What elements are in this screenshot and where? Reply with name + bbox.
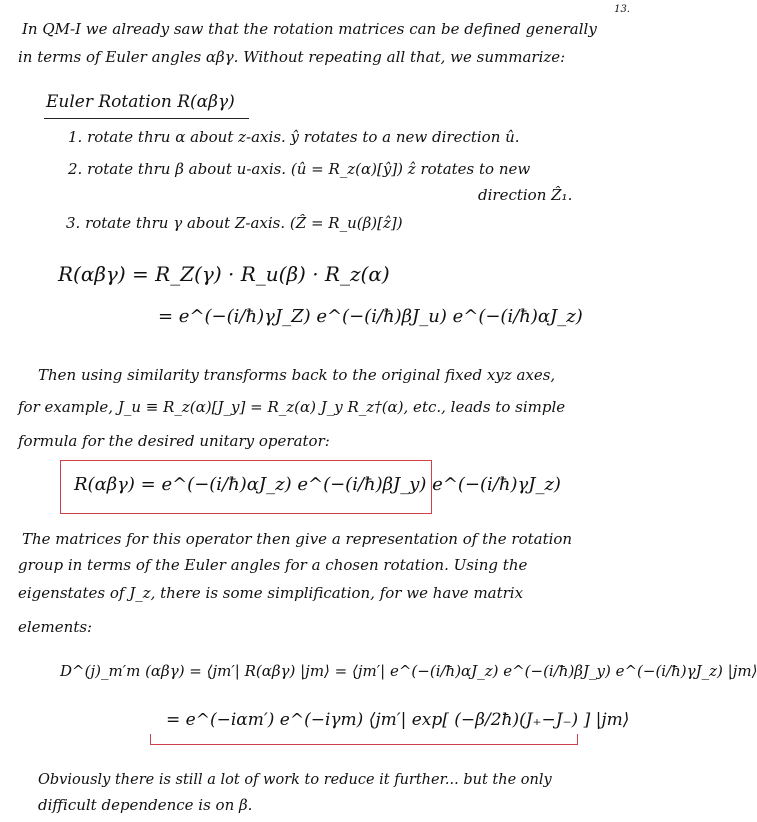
intro-line-1: In QM-I we already saw that the rotation matrices can be defined generally [22, 20, 597, 38]
paragraph-2-line-4: elements: [18, 618, 93, 636]
red-underline-left-tick [150, 734, 151, 744]
step-3: 3. rotate thru γ about Z-axis. (Ẑ = R_u(β)[ẑ]) [66, 214, 403, 232]
rotation-equation-2: = e^(−(i/ħ)γJ_Z) e^(−(i/ħ)βJ_u) e^(−(i/ħ)αJ_z) [158, 306, 583, 327]
paragraph-1-line-2: for example, J_u ≡ R_z(α)[J_y] = R_z(α) J_y R_z†(α), etc., leads to simple [18, 398, 566, 416]
step-2-continued: direction Ẑ₁. [478, 186, 573, 204]
red-underline [150, 744, 578, 745]
paragraph-1-line-1: Then using similarity transforms back to the original fixed xyz axes, [38, 366, 556, 384]
page-number: 13. [614, 4, 630, 15]
d-matrix-equation-2: = e^(−iαm′) e^(−iγm) ⟨jm′| exp[ (−β/2ħ)(J₊−J₋) ] |jm⟩ [166, 710, 630, 730]
boxed-equation: R(αβγ) = e^(−(i/ħ)αJ_z) e^(−(i/ħ)βJ_y) e^(−(i/ħ)γJ_z) [74, 474, 561, 495]
intro-line-2: in terms of Euler angles αβγ. Without repeating all that, we summarize: [18, 48, 566, 66]
step-1: 1. rotate thru α about z-axis. ŷ rotates to a new direction û. [68, 128, 520, 146]
paragraph-2-line-1: The matrices for this operator then give a representation of the rotation [22, 530, 573, 548]
paragraph-1-line-3: formula for the desired unitary operator: [18, 432, 330, 450]
paragraph-2-line-3: eigenstates of J_z, there is some simplification, for we have matrix [18, 584, 524, 602]
step-2: 2. rotate thru β about u-axis. (û = R_z(α)[ŷ]) ẑ rotates to new [68, 160, 531, 178]
heading-underline [44, 118, 249, 119]
section-heading: Euler Rotation R(αβγ) [46, 92, 235, 112]
d-matrix-equation-1: D^(j)_m′m (αβγ) = ⟨jm′| R(αβγ) |jm⟩ = ⟨jm′| e^(−(i/ħ)αJ_z) e^(−(i/ħ)βJ_y) e^(−(i/ħ)γJ_z) |jm⟩ [60, 662, 757, 680]
red-underline-right-tick [577, 734, 578, 744]
rotation-equation-1: R(αβγ) = R_Z(γ) · R_u(β) · R_z(α) [58, 262, 390, 286]
closing-line-1: Obviously there is still a lot of work to reduce it further... but the only [38, 772, 552, 788]
closing-line-2: difficult dependence is on β. [38, 796, 253, 814]
paragraph-2-line-2: group in terms of the Euler angles for a chosen rotation. Using the [18, 556, 528, 574]
